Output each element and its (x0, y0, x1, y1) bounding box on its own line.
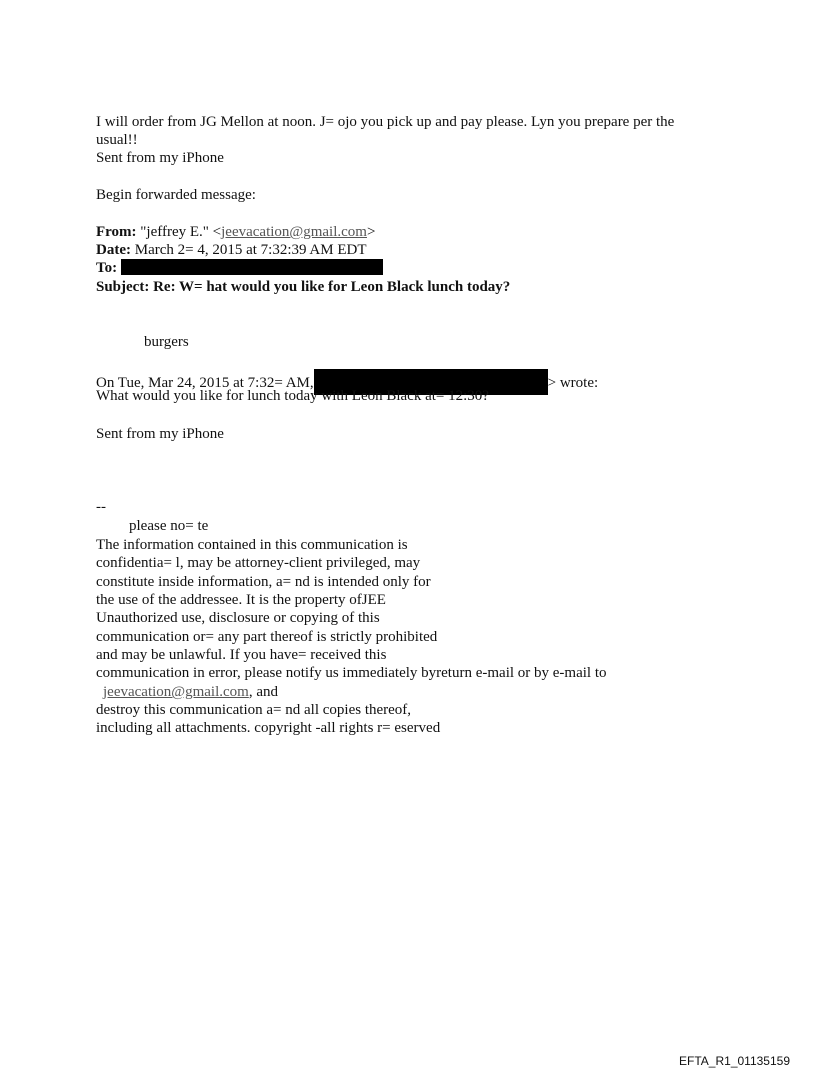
from-name: "jeffrey E." < (140, 224, 222, 240)
forwarded-subject-row (96, 278, 510, 296)
signature-line: Unauthorized use, disclosure or copying of this (96, 610, 380, 626)
quoted-question: What would you like for lunch today with Leon Black at= 12:30? (96, 388, 489, 404)
sent-from-iphone-1: Sent from my iPhone (96, 150, 224, 166)
to-label: To: (96, 260, 118, 276)
signature-line: communication or= any part thereof is strictly prohibited (96, 629, 438, 645)
from-label: From: (96, 224, 137, 240)
reply-body: burgers (144, 334, 189, 350)
subject-label: Subject: (96, 279, 150, 295)
intro-line-2: usual!! (96, 132, 138, 148)
quoted-on-prefix: On Tue, Mar 24, 2015 at 7:32= AM, (96, 375, 314, 391)
signature-line: confidentia= l, may be attorney-client privileged, may (96, 555, 421, 571)
signature-closing-line: including all attachments. copyright -all rights r= eserved (96, 720, 441, 736)
signature-email-suffix: , and (248, 684, 279, 700)
from-email-link[interactable]: jeevacation@gmail.com (221, 224, 367, 240)
date-label: Date: (96, 242, 131, 258)
signature-line: and may be unlawful. If you have= received this (96, 647, 387, 663)
forwarded-date-row (96, 241, 367, 259)
signature-line: communication in error, please notify us immediately byreturn e-mail or by e-mail to (96, 665, 607, 681)
signature-email-row (103, 683, 278, 701)
intro-line-1: I will order from JG Mellon at noon. J= ojo you pick up and pay please. Lyn you prepare per the (96, 114, 675, 130)
signature-line: the use of the addressee. It is the property ofJEE (96, 592, 386, 608)
subject-value: Re: W= hat would you like for Leon Black lunch today? (153, 279, 511, 295)
signature-closing-line: destroy this communication a= nd all copies thereof, (96, 702, 412, 718)
signature-email-link[interactable]: jeevacation@gmail.com (103, 684, 249, 700)
document-id-footer: EFTA_R1_01135159 (679, 1054, 790, 1068)
forwarded-to-row (96, 259, 383, 277)
quoted-on-suffix: > wrote: (547, 375, 599, 391)
to-redaction (121, 259, 383, 275)
forwarded-from-row (96, 223, 375, 241)
from-email-close: > (366, 224, 376, 240)
forward-header: Begin forwarded message: (96, 187, 256, 203)
signature-line: The information contained in this communication is (96, 537, 408, 553)
signature-note: please no= te (129, 518, 209, 534)
signature-line: constitute inside information, a= nd is intended only for (96, 574, 431, 590)
signature-dashes: -- (96, 499, 106, 515)
date-value: March 2= 4, 2015 at 7:32:39 AM EDT (134, 242, 367, 258)
sent-from-iphone-2: Sent from my iPhone (96, 426, 224, 442)
